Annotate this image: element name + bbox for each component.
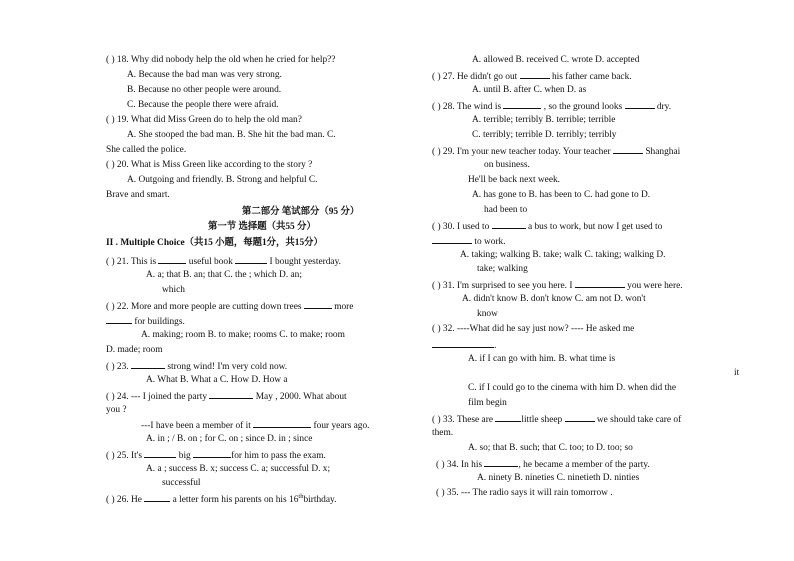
question-27-stem: ( ) 27. He didn't go out his father came back. (432, 72, 632, 82)
question-34-stem: ( ) 34. In his , he became a member of the party. (436, 460, 650, 470)
question-24-stem: ( ) 24. --- I joined the party May , 2000. What about (106, 392, 347, 402)
question-30-stem: ( ) 30. I used to a bus to work, but now I get used to (432, 222, 663, 232)
answer-blank (432, 235, 472, 244)
question-29-stem: ( ) 29. I'm your new teacher today. Your teacher Shanghai (432, 147, 681, 157)
question-32-option-d-cont: film begin (468, 398, 507, 408)
answer-blank (520, 70, 550, 79)
question-32-stem: ( ) 32. ----What did he say just now? ---- He asked me (432, 324, 635, 334)
answer-blank (575, 279, 625, 288)
question-28-stem: ( ) 28. The wind is , so the ground looks dry. (432, 102, 672, 112)
question-24-reply: ---I have been a member of it four years ago. (141, 421, 370, 431)
answer-blank (484, 458, 518, 467)
question-18-option-c: C. Because the people there were afraid. (127, 100, 279, 110)
question-30-stem-cont: to work. (432, 235, 506, 248)
question-27-options: A. until B. after C. when D. as (472, 85, 587, 95)
question-22-stem: ( ) 22. More and more people are cutting down trees more (106, 302, 354, 312)
question-18-stem: ( ) 18. Why did nobody help the old when he cried for help?? (106, 55, 336, 65)
answer-blank (492, 220, 526, 229)
question-32-options-cd: C. if I could go to the cinema with him D. when did the (468, 383, 677, 393)
question-18-option-b: B. Because no other people were around. (127, 85, 282, 95)
question-29-options: A. has gone to B. has been to C. had gone to D. (472, 190, 651, 200)
question-25-option-d-cont: successful (162, 478, 201, 488)
question-31-option-d-cont: know (477, 309, 498, 319)
question-29-option-d-cont: had been to (484, 205, 528, 215)
question-31-stem: ( ) 31. I'm surprised to see you here. I you were here. (432, 281, 683, 291)
question-33-stem: ( ) 33. These are little sheep we should take care of (432, 415, 682, 425)
answer-blank (106, 315, 132, 324)
part-two-heading: 第二部分 笔试部分（95 分） (242, 207, 360, 217)
question-20-option-c-cont: Brave and smart. (106, 190, 170, 200)
answer-blank (235, 255, 267, 264)
question-22-option-d: D. made; room (106, 345, 163, 355)
question-24-options: A. in ; / B. on ; for C. on ; since D. in ; since (146, 434, 313, 444)
question-28-options-ab: A. terrible; terribly B. terrible; terrible (472, 115, 616, 125)
answer-blank (625, 100, 655, 109)
question-33-stem-cont: them. (432, 428, 454, 438)
answer-blank (304, 300, 332, 309)
question-29-reply: He'll be back next week. (468, 175, 561, 185)
question-21-options: A. a; that B. an; that C. the ; which D. an; (146, 270, 302, 280)
answer-blank (158, 255, 186, 264)
question-25-stem: ( ) 25. It's big for him to pass the exam. (106, 451, 326, 461)
multiple-choice-heading: II . Multiple Choice（共15 小题，每题1分，共15分） (106, 238, 323, 248)
answer-blank (131, 360, 165, 369)
question-21-stem: ( ) 21. This is useful book I bought yesterday. (106, 257, 341, 267)
question-23-stem: ( ) 23. strong wind! I'm very cold now. (106, 362, 288, 372)
question-18-option-a: A. Because the bad man was very strong. (127, 70, 282, 80)
answer-blank (503, 100, 541, 109)
question-32-option-b-cont: it (734, 368, 740, 378)
question-34-options: A. ninety B. nineties C. ninetieth D. ninties (477, 473, 640, 483)
question-25-options: A. a ; success B. x; success C. a; successful D. x; (146, 464, 331, 474)
question-22-options: A. making; room B. to make; rooms C. to make; room (141, 330, 345, 340)
question-20-options: A. Outgoing and friendly. B. Strong and helpful C. (127, 175, 318, 185)
question-21-option-d-cont: which (162, 285, 185, 295)
question-26-options: A. allowed B. received C. wrote D. accepted (472, 55, 640, 65)
question-29-stem-cont: on business. (484, 160, 530, 170)
answer-blank (495, 413, 521, 422)
question-31-options: A. didn't know B. don't know C. am not D. won't (462, 294, 646, 304)
question-35-stem: ( ) 35. --- The radio says it will rain tomorrow . (436, 488, 613, 498)
question-23-options: A. What B. What a C. How D. How a (146, 375, 288, 385)
section-one-heading: 第一节 选择题（共55 分） (208, 222, 316, 232)
question-30-option-d-cont: take; walking (477, 264, 528, 274)
question-32-stem-cont: . (432, 339, 496, 352)
answer-blank (613, 145, 643, 154)
question-30-options: A. taking; walking B. take; walk C. taking; walking D. (460, 250, 666, 260)
answer-blank (193, 449, 231, 458)
answer-blank (565, 413, 595, 422)
answer-blank (253, 419, 311, 428)
question-26-stem: ( ) 26. He a letter form his parents on his 16thbirthday. (106, 492, 337, 505)
question-20-stem: ( ) 20. What is Miss Green like according to the story ? (106, 160, 313, 170)
question-19-options: A. She stooped the bad man. B. She hit the bad man. C. (127, 130, 336, 140)
question-33-options: A. so; that B. such; that C. too; to D. too; so (468, 443, 633, 453)
question-24-stem-cont: you ? (106, 405, 127, 415)
question-32-options-ab: A. if I can go with him. B. what time is (468, 354, 616, 364)
question-28-options-cd: C. terribly; terrible D. terribly; terribly (472, 130, 617, 140)
question-19-stem: ( ) 19. What did Miss Green do to help the old man? (106, 115, 302, 125)
question-22-stem-cont: for buildings. (106, 315, 185, 328)
answer-blank (209, 390, 253, 399)
answer-blank (432, 339, 494, 348)
question-19-option-c-cont: She called the police. (106, 145, 187, 155)
answer-blank (144, 493, 170, 502)
answer-blank (144, 449, 176, 458)
